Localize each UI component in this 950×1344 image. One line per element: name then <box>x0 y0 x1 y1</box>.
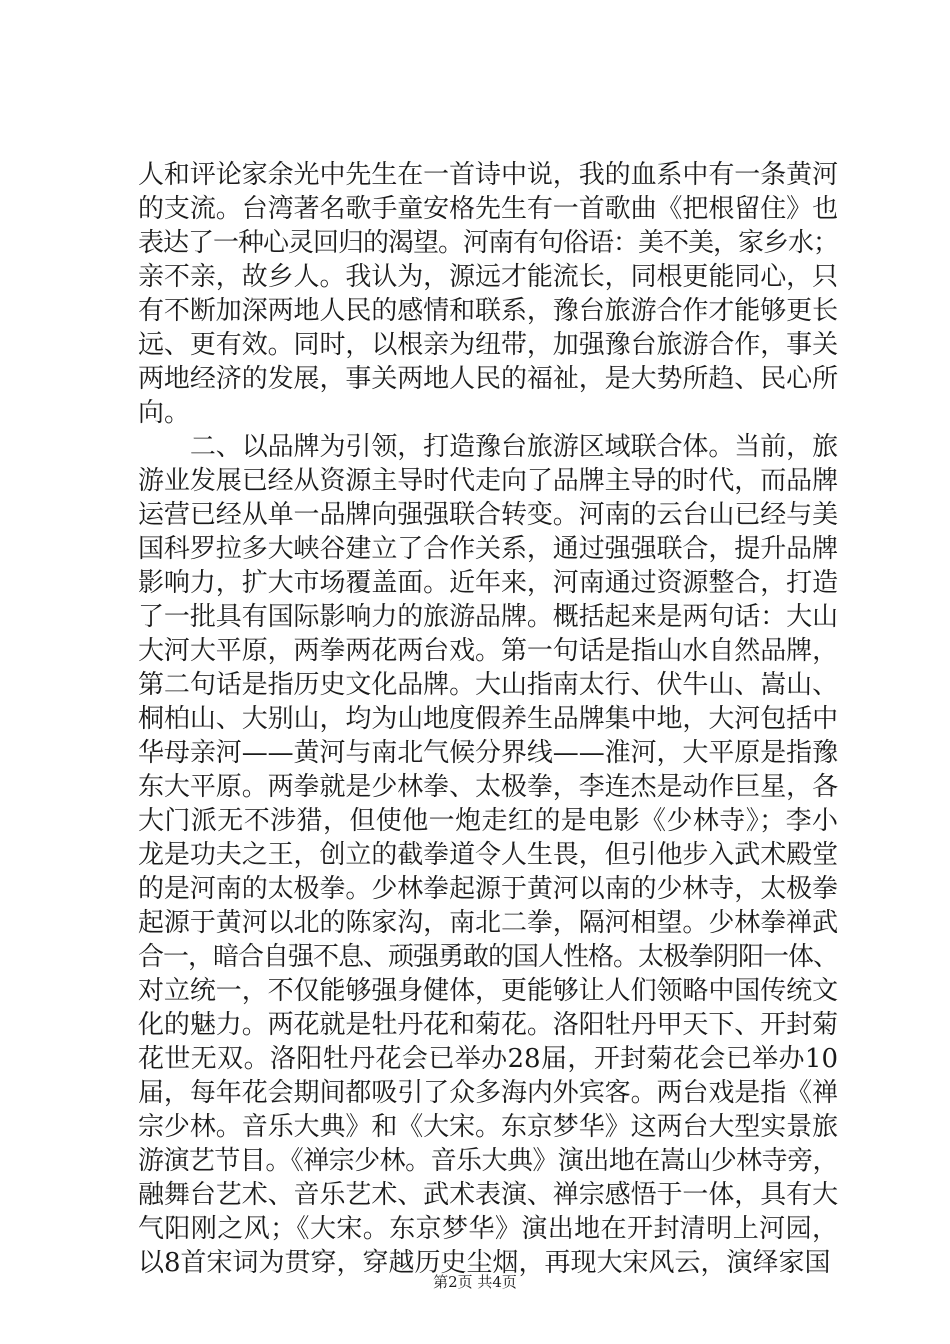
text-line: 宗少林。音乐大典》和《大宋。东京梦华》这两台大型实景旅 <box>138 1112 838 1142</box>
text-line: 第二句话是指历史文化品牌。大山指南太行、伏牛山、嵩山、 <box>138 670 838 700</box>
text-line: 对立统一，不仅能够强身健体，更能够让人们领略中国传统文 <box>138 976 838 1006</box>
text-line: 游演艺节目。《禅宗少林。音乐大典》演出地在嵩山少林寺旁， <box>138 1146 838 1176</box>
text-line: 的支流。台湾著名歌手童安格先生有一首歌曲《把根留住》也 <box>138 194 838 224</box>
text-line: 国科罗拉多大峡谷建立了合作关系，通过强强联合，提升品牌 <box>138 534 838 564</box>
text-line: 起源于黄河以北的陈家沟，南北二拳，隔河相望。少林拳禅武 <box>138 908 838 938</box>
body-text <box>138 158 838 1280</box>
text-line: 影响力，扩大市场覆盖面。近年来，河南通过资源整合，打造 <box>138 568 838 598</box>
text-line: 大门派无不涉猎，但使他一炮走红的是电影《少林寺》；李小 <box>138 806 838 836</box>
text-line: 人和评论家余光中先生在一首诗中说，我的血系中有一条黄河 <box>138 160 838 190</box>
text-line: 二、以品牌为引领，打造豫台旅游区域联合体。当前，旅 <box>138 432 838 462</box>
text-line: 华母亲河——黄河与南北气候分界线——淮河，大平原是指豫 <box>138 738 838 768</box>
text-line: 以8首宋词为贯穿，穿越历史尘烟，再现大宋风云，演绎家国 <box>138 1248 831 1278</box>
text-line: 气阳刚之风；《大宋。东京梦华》演出地在开封清明上河园， <box>138 1214 838 1244</box>
text-line: 花世无双。洛阳牡丹花会已举办28届，开封菊花会已举办10 <box>138 1044 838 1074</box>
text-line: 合一，暗合自强不息、顽强勇敢的国人性格。太极拳阴阳一体、 <box>138 942 838 972</box>
page-footer: 第2页 共4页 <box>433 1273 517 1291</box>
text-line: 表达了一种心灵回归的渴望。河南有句俗语：美不美，家乡水； <box>138 228 838 258</box>
text-line: 届，每年花会期间都吸引了众多海内外宾客。两台戏是指《禅 <box>138 1078 838 1108</box>
text-line: 远、更有效。同时，以根亲为纽带，加强豫台旅游合作，事关 <box>138 330 838 360</box>
text-line: 化的魅力。两花就是牡丹花和菊花。洛阳牡丹甲天下、开封菊 <box>138 1010 838 1040</box>
text-line: 运营已经从单一品牌向强强联合转变。河南的云台山已经与美 <box>138 500 838 530</box>
text-line: 东大平原。两拳就是少林拳、太极拳，李连杰是动作巨星，各 <box>138 772 838 802</box>
text-line: 融舞台艺术、音乐艺术、武术表演、禅宗感悟于一体，具有大 <box>138 1180 838 1210</box>
text-line: 有不断加深两地人民的感情和联系，豫台旅游合作才能够更长 <box>138 296 838 326</box>
text-line: 龙是功夫之王，创立的截拳道令人生畏，但引他步入武术殿堂 <box>138 840 838 870</box>
text-line: 了一批具有国际影响力的旅游品牌。概括起来是两句话：大山 <box>138 602 838 632</box>
text-line: 的是河南的太极拳。少林拳起源于黄河以南的少林寺，太极拳 <box>138 874 838 904</box>
text-line: 两地经济的发展，事关两地人民的福祉，是大势所趋、民心所 <box>138 364 838 394</box>
text-line: 游业发展已经从资源主导时代走向了品牌主导的时代，而品牌 <box>138 466 838 496</box>
text-line: 桐柏山、大别山，均为山地度假养生品牌集中地，大河包括中 <box>138 704 838 734</box>
text-line: 亲不亲，故乡人。我认为，源远才能流长，同根更能同心，只 <box>138 262 838 292</box>
text-line: 向。 <box>138 398 191 428</box>
text-line: 大河大平原，两拳两花两台戏。第一句话是指山水自然品牌， <box>138 636 838 666</box>
